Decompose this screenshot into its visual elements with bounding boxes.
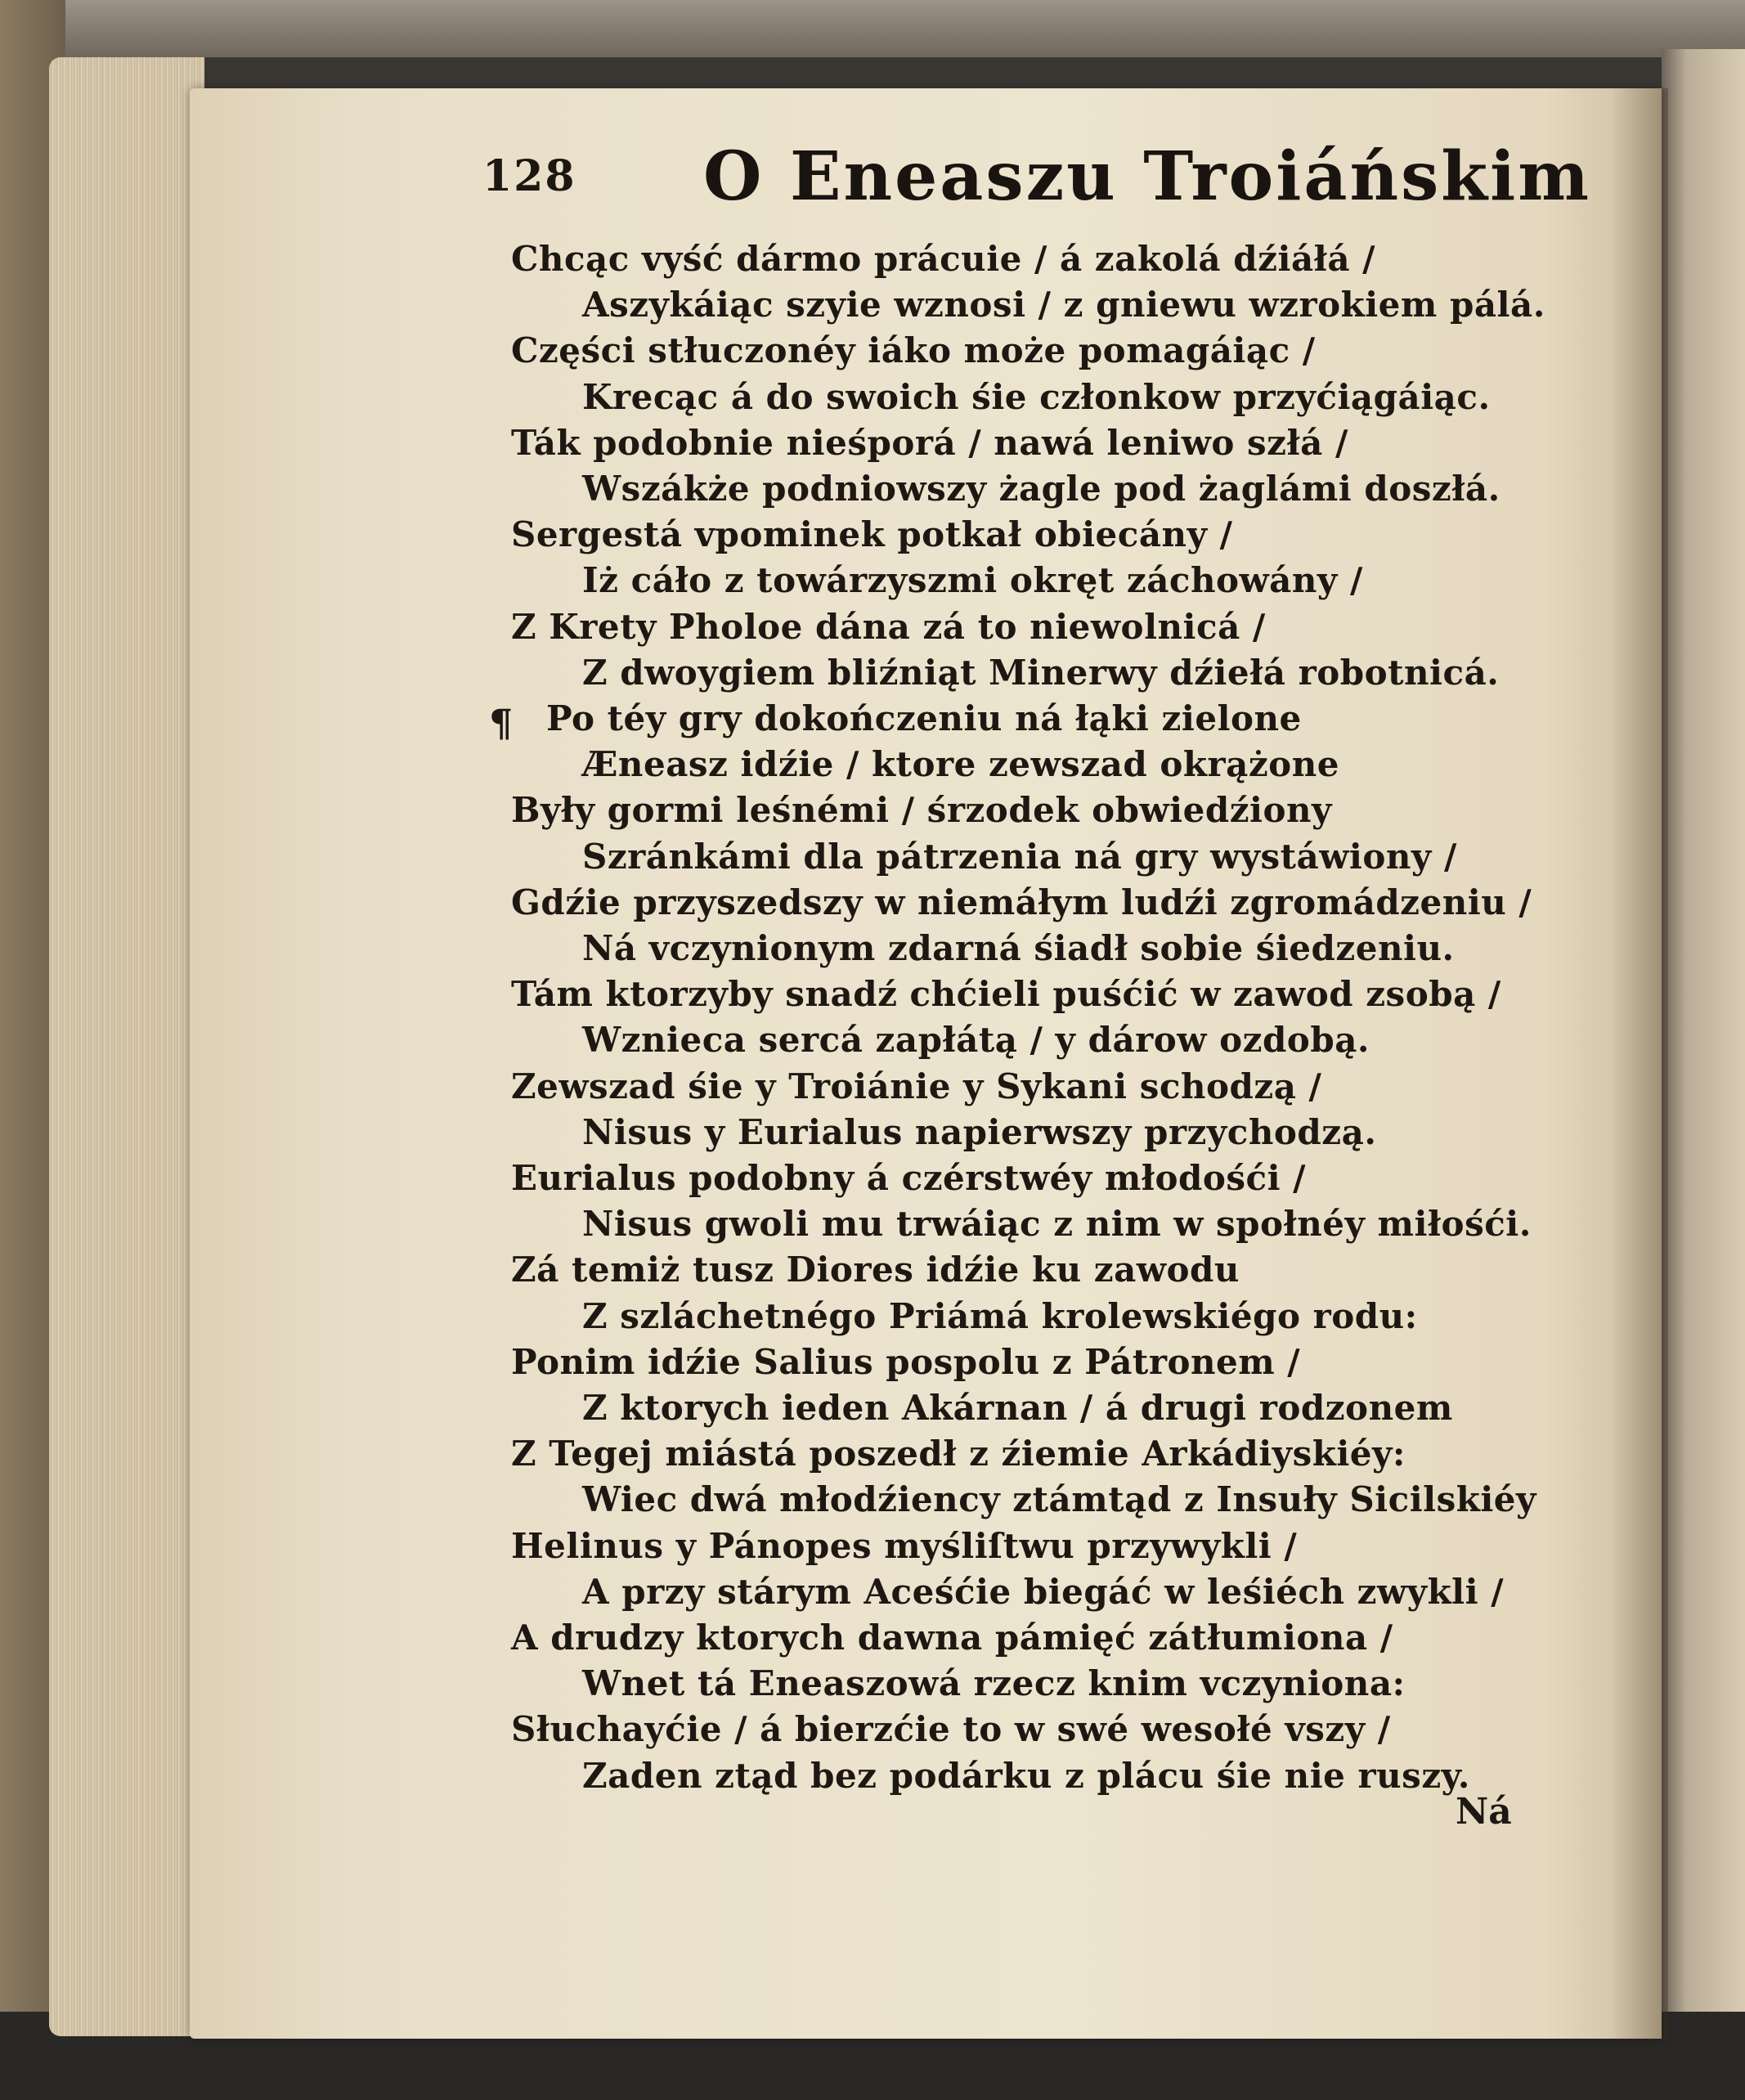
verse-line: Z ktorych ieden Akárnan / á drugi rodzonem [582, 1388, 1453, 1428]
running-title: O Eneaszu Troiáńskim [703, 137, 1592, 216]
verse-line: Wnet tá Eneaszowá rzecz knim vczyniona: [582, 1663, 1406, 1704]
verse-line: Zaden ztąd bez podárku z plácu śie nie ruszy. [582, 1755, 1470, 1796]
verse-line: Nisus y Eurialus napierwszy przychodzą. [582, 1111, 1377, 1152]
verse-line: Gdźie przyszedszy w niemáłym ludźi zgromádzeniu / [511, 882, 1532, 922]
verse-line: Helinus y Pánopes myśliſtwu przywykli / [511, 1525, 1298, 1566]
verse-line: Zá temiż tusz Diores idźie ku zawodu [511, 1250, 1240, 1290]
verse-line: Iż cáło z towárzyszmi okręt záchowány / [582, 560, 1363, 601]
catchword: Ná [1456, 1791, 1512, 1833]
verse-line: A drudzy ktorych dawna pámięć zátłumiona / [511, 1618, 1393, 1658]
verse-line: Szránkámi dla pátrzenia ná gry wystáwiony / [582, 836, 1457, 877]
verse-line: Wznieca sercá zapłátą / y dárow ozdobą. [582, 1020, 1370, 1061]
verse-line: Zewszad śie y Troiánie y Sykani schodzą / [511, 1066, 1322, 1106]
verse-line: Ponim idźie Salius pospolu z Pátronem / [511, 1341, 1301, 1382]
verse-line: Wiec dwá młodźiency ztámtąd z Insuły Sicilskiéy [582, 1479, 1536, 1520]
verse-line: Tám ktorzyby snadź chćieli puśćić w zawod zsobą / [511, 974, 1501, 1015]
verse-line: Z szláchetnégo Priámá krolewskiégo rodu: [582, 1295, 1418, 1336]
verse-line: Części stłuczonéy iáko może pomagáiąc / [511, 330, 1316, 371]
verse-line: Ná vczynionym zdarná śiadł sobie śiedzeniu. [582, 928, 1455, 968]
verse-line: Wszákże podniowszy żagle pod żaglámi doszłá. [582, 469, 1501, 509]
page-number: 128 [482, 151, 576, 201]
verse-line: Sergestá vpominek potkał obiecány / [511, 514, 1233, 555]
verse-line: Krecąc á do swoich śie członkow przyćiągáiąc. [582, 376, 1491, 417]
verse-line: Aszykáiąc szyie wznosi / z gniewu wzrokiem pálá. [582, 285, 1545, 325]
verse-line: Z Tegej miástá poszedł z źiemie Arkádiyskiéy: [511, 1434, 1406, 1474]
verse-line: Z Krety Pholoe dána zá to niewolnicá / [511, 606, 1266, 647]
paragraph-mark: ¶ [489, 701, 514, 745]
verse-line: Chcąc vyść dármo prácuie / á zakolá dźiáłá / [511, 239, 1375, 279]
verse-line: Po téy gry dokończeniu ná łąki zielone [546, 698, 1302, 738]
verse-line: Æneasz idźie / ktore zewszad okrążone [582, 744, 1339, 785]
verse-line: A przy stárym Aceśćie biegáć w leśiéch zwykli / [582, 1571, 1505, 1612]
verse-line: Słuchayćie / á bierzćie to w swé wesołé vszy / [511, 1709, 1391, 1750]
verse-line: Eurialus podobny á czérstwéy młodośći / [511, 1158, 1306, 1198]
verse-line: Były gormi leśnémi / śrzodek obwiedźiony [511, 790, 1332, 831]
verse-line: Z dwoygiem bliźniąt Minerwy dźiełá robotnicá. [582, 652, 1500, 693]
verse-line: Nisus gwoli mu trwáiąc z nim w społnéy miłośći. [582, 1204, 1532, 1245]
verse-line: Ták podobnie nieśporá / nawá leniwo szłá / [511, 422, 1348, 463]
